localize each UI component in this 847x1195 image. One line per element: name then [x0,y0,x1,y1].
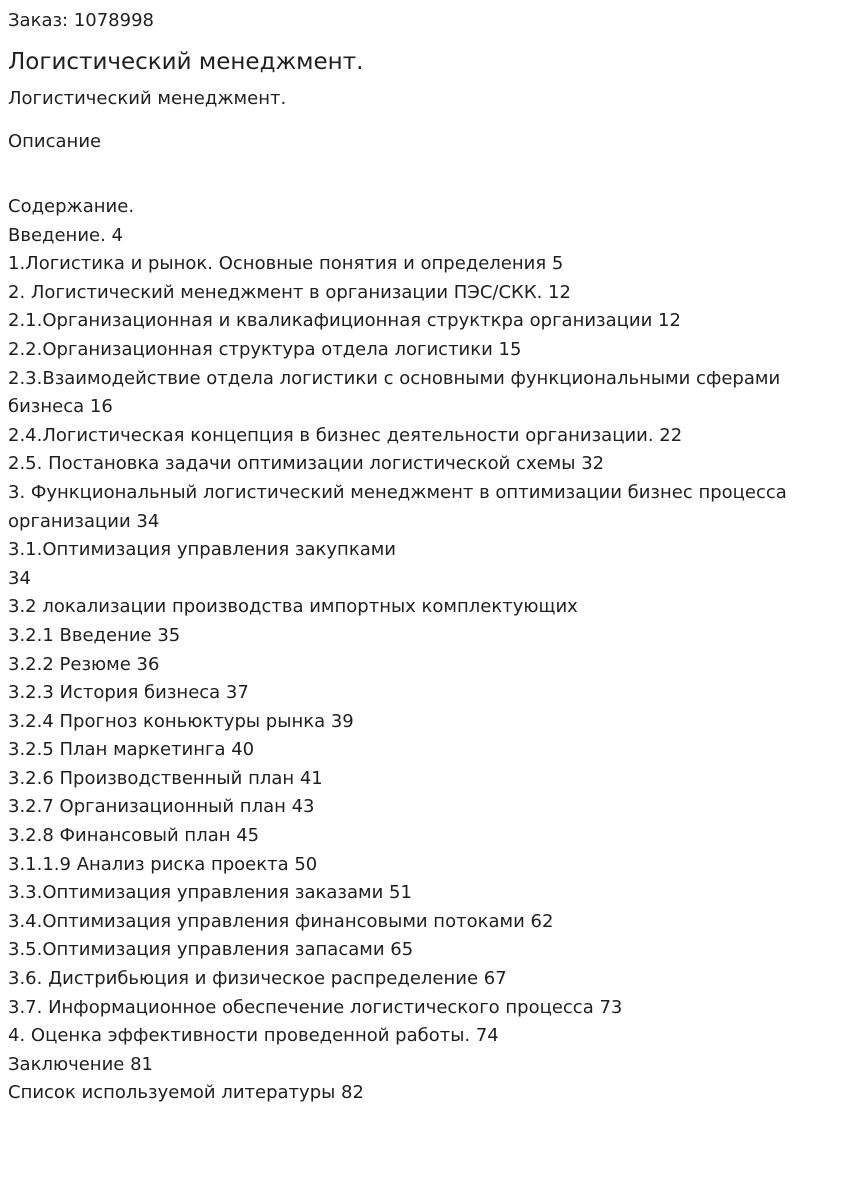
toc-entry: 3.2.4 Прогноз коньюктуры рынка 39 [8,710,354,732]
toc-entry: 4. Оценка эффективности проведенной работы. 74 [8,1025,499,1047]
toc-entry: Список используемой литературы 82 [8,1082,364,1104]
toc-entry: 3.7. Информационное обеспечение логистического процесса 73 [8,996,623,1018]
toc-entry: Заключение 81 [8,1053,153,1075]
toc-entry: 3. Функциональный логистический менеджмент в оптимизации бизнес процесса организации 34 [8,481,787,532]
toc-entry: 3.1.Оптимизация управления закупками [8,539,397,561]
toc-entry: 3.5.Оптимизация управления запасами 65 [8,939,414,961]
toc-entry: 34 [8,567,31,589]
order-number: Заказ: 1078998 [8,10,154,31]
toc-entry: 3.2.3 История бизнеса 37 [8,682,249,704]
toc-entry: 3.3.Оптимизация управления заказами 51 [8,882,412,904]
page-title: Логистический менеджмент. [8,49,364,75]
toc-entry: 3.2.7 Организационный план 43 [8,796,315,818]
toc-entry: 2.3.Взаимодействие отдела логистики с основными функциональными сферами бизнеса 16 [8,367,781,418]
page-subtitle: Логистический менеджмент. [8,88,287,109]
toc-entry: 3.6. Дистрибьюция и физическое распределение 67 [8,968,507,990]
toc-entry: 3.2.1 Введение 35 [8,624,181,646]
description-label: Описание [8,131,102,152]
toc-entry: 2.1.Организационная и кваликафиционная структкра организации 12 [8,310,681,332]
toc-entry: 1.Логистика и рынок. Основные понятия и определения 5 [8,253,564,275]
toc-entry: 3.2 локализации производства импортных комплектующих [8,596,578,618]
toc-entry: 3.2.8 Финансовый план 45 [8,825,260,847]
toc-entry: 2. Логистический менеджмент в организации ПЭС/СКК. 12 [8,281,571,303]
toc-entry: 3.1.1.9 Анализ риска проекта 50 [8,853,318,875]
toc-heading: Содержание. [8,196,135,217]
toc-entry: 3.2.5 План маркетинга 40 [8,739,255,761]
toc-entry: 2.4.Логистическая концепция в бизнес деятельности организации. 22 [8,424,683,446]
toc-entry: 2.5. Постановка задачи оптимизации логистической схемы 32 [8,453,605,475]
table-of-contents [8,193,839,1108]
toc-entry: 3.2.2 Резюме 36 [8,653,160,675]
toc-entry: Введение. 4 [8,224,123,246]
toc-entry: 3.2.6 Производственный план 41 [8,767,323,789]
toc-entry: 2.2.Организационная структура отдела логистики 15 [8,338,522,360]
toc-entry: 3.4.Оптимизация управления финансовыми потоками 62 [8,910,554,932]
